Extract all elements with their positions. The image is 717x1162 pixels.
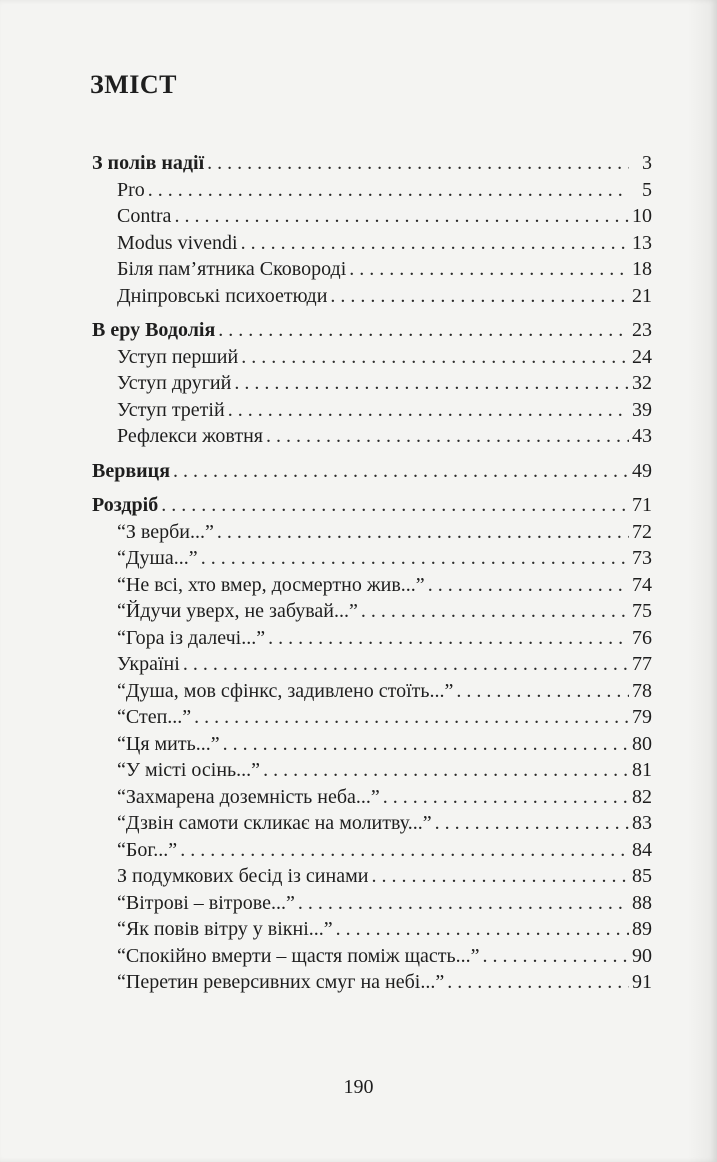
- toc-title: “Перетин реверсивних смуг на небі...”: [117, 971, 445, 993]
- toc-title: Уступ перший: [117, 345, 239, 368]
- toc-entry: [92, 572, 652, 599]
- leader-dots: [330, 283, 629, 310]
- toc-section: [92, 458, 652, 485]
- toc-page: 5: [642, 178, 652, 201]
- toc-entry: [92, 678, 652, 705]
- leader-dots: [148, 177, 629, 204]
- leader-dots: [349, 256, 629, 283]
- leader-dots: [217, 519, 629, 546]
- leader-dots: [234, 370, 629, 397]
- leader-dots: [161, 492, 629, 519]
- toc-page: 49: [632, 459, 652, 482]
- toc-entry: [92, 519, 652, 546]
- toc-page: 76: [632, 626, 652, 649]
- toc-title: “Душа...”: [117, 547, 198, 569]
- toc-section: [92, 317, 652, 344]
- leader-dots: [241, 230, 629, 257]
- toc-page: 24: [632, 345, 652, 368]
- leader-dots: [361, 598, 629, 625]
- leader-dots: [183, 651, 629, 678]
- toc-entry: [92, 203, 652, 230]
- toc-title: “Бог...”: [117, 838, 178, 861]
- leader-dots: [228, 397, 629, 424]
- toc-section: [92, 150, 652, 177]
- leader-dots: [223, 731, 629, 758]
- toc-page: 10: [632, 205, 652, 227]
- toc-entry: [92, 344, 652, 371]
- toc-page: 90: [632, 944, 652, 967]
- toc-entry: [92, 837, 652, 864]
- toc-entry: [92, 283, 652, 310]
- toc-title: З полів надії: [92, 152, 205, 174]
- toc-title: Рефлекси жовтня: [117, 425, 264, 447]
- leader-dots: [201, 545, 629, 572]
- table-of-contents: [92, 150, 652, 996]
- leader-dots: [456, 678, 629, 705]
- toc-page: 13: [632, 231, 652, 254]
- toc-title: “Вітрові – вітрове...”: [117, 891, 295, 914]
- toc-page: 83: [632, 812, 652, 834]
- toc-entry: [92, 916, 652, 943]
- toc-page: 21: [632, 284, 652, 307]
- toc-title: “Не всі, хто вмер, досмертно жив...”: [117, 573, 425, 596]
- toc-page: 77: [632, 653, 652, 675]
- leader-dots: [336, 916, 629, 943]
- toc-title: “Душа, мов сфінкс, задивлено стоїть...”: [117, 679, 454, 702]
- leader-dots: [218, 317, 629, 344]
- toc-entry: [92, 256, 652, 283]
- toc-title: “З верби...”: [117, 520, 214, 543]
- toc-entry: [92, 731, 652, 758]
- leader-dots: [298, 890, 629, 917]
- toc-page: 89: [632, 918, 652, 940]
- toc-page: 39: [632, 398, 652, 421]
- leader-dots: [194, 704, 629, 731]
- toc-title: Pro: [117, 178, 145, 201]
- toc-entry: [92, 943, 652, 970]
- toc-entry: [92, 423, 652, 450]
- toc-entry: [92, 757, 652, 784]
- toc-entry: [92, 810, 652, 837]
- toc-page: 84: [632, 838, 652, 861]
- leader-dots: [207, 150, 629, 177]
- toc-entry: [92, 598, 652, 625]
- toc-entry: [92, 545, 652, 572]
- toc-page: 73: [632, 547, 652, 569]
- toc-page: 88: [632, 891, 652, 914]
- toc-entry: [92, 784, 652, 811]
- toc-title: З подумкових бесід із синами: [117, 865, 369, 887]
- toc-entry: [92, 370, 652, 397]
- toc-entry: [92, 625, 652, 652]
- toc-page: 74: [632, 573, 652, 596]
- leader-dots: [483, 943, 630, 970]
- toc-title: В еру Водолія: [92, 319, 216, 341]
- page-edge-shadow: [687, 0, 717, 1162]
- leader-dots: [263, 757, 629, 784]
- toc-page: 79: [632, 706, 652, 728]
- toc-title: “Йдучи уверх, не забувай...”: [117, 600, 358, 622]
- leader-dots: [174, 203, 629, 230]
- toc-page: 3: [642, 152, 652, 174]
- toc-page: 18: [632, 258, 652, 280]
- toc-title: “Як повів вітру у вікні...”: [117, 918, 333, 940]
- leader-dots: [180, 837, 629, 864]
- toc-title: Contra: [117, 205, 172, 227]
- toc-title: Дніпровські психоетюди: [117, 284, 328, 307]
- toc-entry: [92, 969, 652, 996]
- leader-dots: [447, 969, 629, 996]
- toc-title: “Дзвін самоти скликає на молитву...”: [117, 812, 432, 834]
- leader-dots: [268, 625, 629, 652]
- leader-dots: [371, 863, 629, 890]
- toc-page: 72: [632, 520, 652, 543]
- toc-page: 32: [632, 372, 652, 394]
- toc-page: 80: [632, 732, 652, 755]
- toc-title: Роздріб: [92, 494, 159, 516]
- toc-section: [92, 492, 652, 519]
- toc-title: “У місті осінь...”: [117, 759, 261, 781]
- leader-dots: [266, 423, 629, 450]
- toc-title: “Спокійно вмерти – щастя поміж щасть...”: [117, 944, 480, 967]
- leader-dots: [383, 784, 629, 811]
- page-number: 190: [343, 1076, 374, 1098]
- toc-entry: [92, 890, 652, 917]
- toc-entry: [92, 397, 652, 424]
- leader-dots: [173, 458, 629, 485]
- toc-title: “Гора із далечі...”: [117, 626, 266, 649]
- toc-title: Modus vivendi: [117, 231, 238, 254]
- toc-title: Україні: [117, 653, 180, 675]
- toc-page: 81: [632, 759, 652, 781]
- toc-page: 71: [632, 494, 652, 516]
- toc-title: Вервиця: [92, 459, 171, 482]
- leader-dots: [435, 810, 629, 837]
- toc-page: 75: [632, 600, 652, 622]
- toc-page: 23: [632, 319, 652, 341]
- leader-dots: [241, 344, 629, 371]
- toc-entry: [92, 704, 652, 731]
- toc-title: Біля пам’ятника Сковороді: [117, 258, 347, 280]
- toc-page: 78: [632, 679, 652, 702]
- toc-entry: [92, 230, 652, 257]
- toc-page: 82: [632, 785, 652, 808]
- toc-title: Уступ третій: [117, 398, 225, 421]
- toc-title: “Захмарена доземність неба...”: [117, 785, 380, 808]
- toc-title: “Ця мить...”: [117, 732, 220, 755]
- toc-entry: [92, 177, 652, 204]
- leader-dots: [428, 572, 629, 599]
- toc-title: “Степ...”: [117, 706, 192, 728]
- toc-title: Уступ другий: [117, 372, 232, 394]
- toc-entry: [92, 863, 652, 890]
- toc-entry: [92, 651, 652, 678]
- page-title: ЗМІСТ: [90, 70, 177, 99]
- toc-page: 91: [632, 971, 652, 993]
- toc-page: 43: [632, 425, 652, 447]
- toc-page: 85: [632, 865, 652, 887]
